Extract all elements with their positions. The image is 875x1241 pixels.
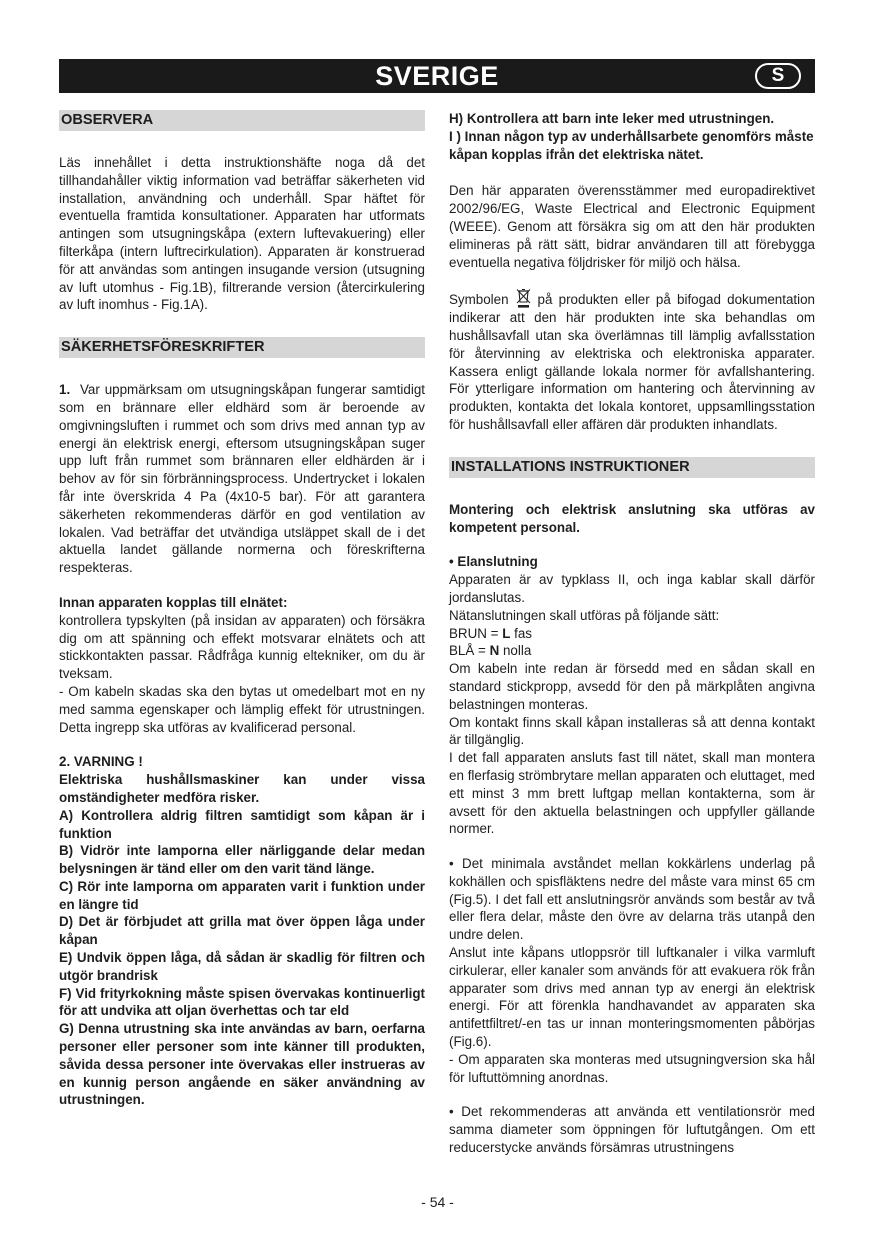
wire-brown-label: BRUN = [449, 625, 503, 641]
electrical-connection-title: • Elanslutning [449, 554, 538, 570]
installation-intro: Montering och elektrisk anslutning ska utföras av kompetent personal. [449, 501, 815, 535]
warning-list-continued [449, 110, 815, 163]
warning-item: H) Kontrollera att barn inte leker med utrustningen. [449, 111, 775, 126]
wire-brown-letter: L [502, 625, 511, 641]
safety-paragraph-2: kontrollera typskylten (på insidan av apparaten) och försäkra dig om att spänning och effekt motsvarar elnätets och att stickkontakten passar. Rådfråga kunnig eltekniker, om du är tveksam. [59, 612, 425, 682]
banner-title: SVERIGE [375, 61, 499, 91]
weee-symbol-label: Symbolen [449, 292, 509, 308]
warning-item: B) Vidrör inte lamporna eller närliggande delar medan belysningen är tänd eller om den varit tänd länge. [59, 843, 425, 877]
wire-brown [449, 625, 815, 643]
weee-paragraph-2 [449, 288, 815, 433]
wire-brown-function: fas [510, 625, 532, 641]
safety-paragraph-1 [59, 381, 425, 577]
safety-paragraph-1-text: Var uppmärksam om utsugningskåpan fungerar samtidigt som en brännare eller eldhärd som är beroende av omgivningsluften i rummet och som drivs med annan typ av energi än elektrisk energi, eftersom utsugningskåpan suger upp luft från rummet som brännaren eller eldhärden är i behov av för sin förbränningsprocess. Undertrycket i lokalen får inte överskrida 4 Pa (4x10-5 bar). För att garantera säkerheten rekommenderas därför en god ventilation av lokalen. Vad beträffar det utvändiga utsläppet skall de i det aktuella landet gällande normerna och föreskrifterna respekteras. [59, 382, 425, 576]
distance-paragraph-2: Anslut inte kåpans utloppsrör till luftkanaler i vilka varmluft cirkulerar, eller kanaler som används för att evakuera rök från apparater som drivs med annan typ av energi än elektrisk energi. För att förenkla handhavandet av apparaten ska antifettfiltret/-en tas ur innan monteringsmomenten påbörjas (Fig.6). [449, 945, 815, 1050]
wire-blue [449, 642, 815, 660]
electrical-paragraph-2: Nätanslutningen skall utföras på följande sätt: [449, 607, 720, 623]
wire-blue-function: nolla [499, 643, 532, 659]
warning-list [59, 771, 425, 1109]
crossed-bin-icon [515, 288, 532, 308]
electrical-paragraph-4: Om kontakt finns skall kåpan installeras så att denna kontakt är tillgänglig. [449, 714, 815, 748]
country-banner [59, 59, 815, 93]
ventilation-paragraph: • Det rekommenderas att använda ett ventilationsrör med samma diameter som öppningen för luftutgången. Om ett reducerstycke används försämras utrustningens [449, 1104, 815, 1156]
warning-item: F) Vid frityrkokning måste spisen övervakas kontinuerligt för att undvika att oljan överhettas och tar eld [59, 985, 425, 1019]
warning-item: A) Kontrollera aldrig filtren samtidigt som kåpan är i funktion [59, 807, 425, 841]
installation-heading: INSTALLATIONS INSTRUKTIONER [449, 457, 815, 478]
safety-paragraph-3: - Om kabeln skadas ska den bytas ut omedelbart mot en ny med samma egenskaper och lämplig effekt för utrustningen. Detta ingrepp ska utföras av kvalificerad personal. [59, 683, 425, 735]
warning-intro: Elektriska hushållsmaskiner kan under vissa omständigheter medföra risker. [59, 772, 425, 805]
warning-item: D) Det är förbjudet att grilla mat över öppen låga under kåpan [59, 914, 425, 948]
power-subheading: Innan apparaten kopplas till elnätet: [59, 594, 288, 610]
weee-paragraph-1: Den här apparaten överensstämmer med europadirektivet 2002/96/EG, Waste Electrical and Electronic Equipment (WEEE). Genom att försäkra sig om att den här produkten elimineras på rätt sätt, bidrar användaren till att förebygga eventuella negativa följdrisker för miljö och hälsa. [449, 183, 815, 270]
warning-item: E) Undvik öppen låga, då sådan är skadlig för filtren och utgör brandrisk [59, 950, 425, 983]
warning-item: I ) Innan någon typ av underhållsarbete genomförs måste kåpan kopplas ifrån det elektriska nätet. [449, 128, 814, 162]
warning-item: C) Rör inte lamporna om apparaten varit i funktion under en längre tid [59, 878, 425, 912]
wire-blue-label: BLÅ = [449, 643, 490, 659]
electrical-paragraph-1: Apparaten är av typklass II, och inga kablar skall därför jordanslutas. [449, 572, 815, 605]
electrical-paragraph-3: Om kabeln inte redan är försedd med en sådan skall en standard stickpropp, avsedd för den på märkplåten angivna belastningen monteras. [449, 661, 815, 712]
warning-title: 2. VARNING ! [59, 754, 143, 770]
electrical-paragraph-5: I det fall apparaten ansluts fast till nätet, skall man montera en flerfasig strömbrytare mellan apparaten och eluttaget, med ett minst 3 mm brett luftgap mellan kontakterna, som är avsett för den aktuella belastningen och uppfyller gällande normer. [449, 750, 815, 837]
safety-heading: SÄKERHETSFÖRESKRIFTER [59, 337, 425, 358]
observera-text: Läs innehållet i detta instruktionshäfte noga då det tillhandahåller viktig information vad beträffar säkerheten vid installation, användning och underhåll. Spar häftet för eventuella framtida konsultationer. Apparaten har utformats antingen som utsugningskåpa (extern luftevakuering) eller filterkåpa (intern luftrecirkulation). Apparaten är konstruerad för att användas som antingen insugande version (utsugning av luft utomhus - Fig.1B), filtrerande version (återcirkulering av luft inomhus - Fig.1A). [59, 155, 425, 313]
safety-number: 1. [59, 382, 71, 398]
page-number: - 54 - [421, 1194, 454, 1210]
distance-paragraph-3: - Om apparaten ska monteras med utsugningversion ska hål för luftuttömning anordnas. [449, 1051, 815, 1085]
warning-item: G) Denna utrustning ska inte användas av barn, oerfarna personer eller personer som inte känner till produkten, såvida dessa personer inte övervakas eller instrueras av en kunnig person angående en säker användning av utrustningen. [59, 1021, 425, 1108]
language-badge: S [755, 63, 801, 89]
wire-blue-letter: N [489, 643, 500, 659]
observera-heading: OBSERVERA [59, 110, 425, 131]
left-column [59, 110, 425, 1109]
weee-paragraph-2-text: på produkten eller på bifogad dokumentation indikerar att den här produkten inte ska behandlas om hushållsavfall utan ska överlämnas till lämplig avfallsstation för återvinning av elektriska och elektroniska apparater. Kassera enligt gällande lokala normer för avfallshantering. För ytterligare information om hantering och återvinning av produkten, kontakta det lokala kontoret, uppsamllingsstation för hushållsavfall eller affären där produkten inhandlats. [449, 292, 815, 432]
right-column [449, 110, 815, 1157]
distance-paragraph-1: • Det minimala avståndet mellan kokkärlens underlag på kokhällen och spisfläktens nedre del måste vara minst 65 cm (Fig.5). I det fall ett anslutningsrör används som består av två eller flera delar, måste den övre av delarna träs utanpå den undre delen. [449, 856, 815, 943]
